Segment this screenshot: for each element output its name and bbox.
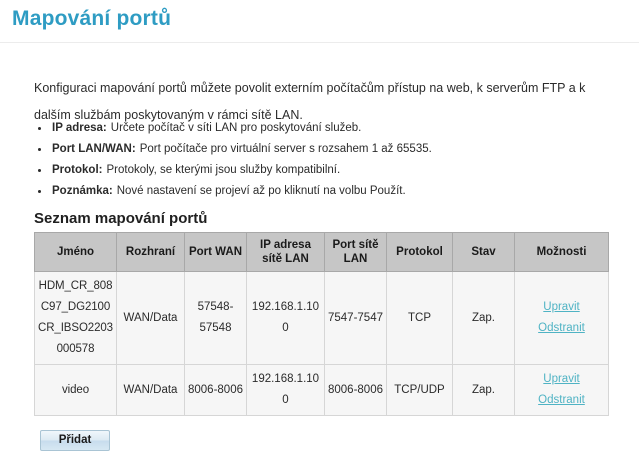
- section-title: Seznam mapování portů: [34, 210, 208, 227]
- column-header-name: Jméno: [35, 233, 117, 272]
- column-header-options: Možnosti: [515, 233, 609, 272]
- port-mapping-table-container: [34, 232, 608, 416]
- bullet-description: Nové nastavení se projeví až po kliknutí na volbu Použít.: [116, 185, 406, 197]
- cell-name: HDM_CR_808C97_DG2100CR_IBSO2203000578: [35, 272, 117, 365]
- column-header-protocol: Protokol: [387, 233, 453, 272]
- list-item: [34, 181, 604, 202]
- table-header-row: [35, 233, 609, 272]
- column-header-state: Stav: [453, 233, 515, 272]
- add-button[interactable]: Přidat: [40, 430, 110, 451]
- table-row: [35, 365, 609, 416]
- cell-protocol: TCP/UDP: [387, 365, 453, 416]
- edit-link[interactable]: Upravit: [543, 373, 580, 385]
- bullet-description: Protokoly, se kterými jsou služby kompatibilní.: [106, 164, 341, 176]
- cell-interface: WAN/Data: [117, 365, 185, 416]
- bullet-term: Port LAN/WAN:: [52, 143, 136, 155]
- description-bullet-list: [34, 118, 604, 202]
- column-header-interface: Rozhraní: [117, 233, 185, 272]
- column-header-lan-ip: IP adresa sítě LAN: [247, 233, 325, 272]
- bullet-description: Určete počítač v síti LAN pro poskytování služeb.: [110, 122, 362, 134]
- title-divider: [0, 42, 639, 43]
- cell-protocol: TCP: [387, 272, 453, 365]
- delete-link[interactable]: Odstranit: [538, 322, 585, 334]
- table-row: [35, 272, 609, 365]
- column-header-wan-port: Port WAN: [185, 233, 247, 272]
- cell-interface: WAN/Data: [117, 272, 185, 365]
- cell-state: Zap.: [453, 365, 515, 416]
- intro-paragraph: Konfiguraci mapování portů můžete povolit externím počítačům přístup na web, k serverům FTP a k dalším službám poskytovaným v rámci sítě LAN.: [34, 80, 586, 122]
- cell-lan-ip: 192.168.1.100: [247, 365, 325, 416]
- cell-lan-ip: 192.168.1.100: [247, 272, 325, 365]
- bullet-term: Protokol:: [52, 164, 103, 176]
- list-item: [34, 160, 604, 181]
- port-mapping-table: [34, 232, 609, 416]
- cell-wan-port: 57548-57548: [185, 272, 247, 365]
- cell-options: [515, 365, 609, 416]
- delete-link[interactable]: Odstranit: [538, 394, 585, 406]
- cell-lan-port: 7547-7547: [325, 272, 387, 365]
- column-header-lan-port: Port sítě LAN: [325, 233, 387, 272]
- edit-link[interactable]: Upravit: [543, 301, 580, 313]
- cell-lan-port: 8006-8006: [325, 365, 387, 416]
- cell-options: [515, 272, 609, 365]
- bullet-term: IP adresa:: [52, 122, 107, 134]
- cell-state: Zap.: [453, 272, 515, 365]
- list-item: [34, 139, 604, 160]
- page-title: Mapování portů: [12, 7, 172, 30]
- list-item: [34, 118, 604, 139]
- cell-wan-port: 8006-8006: [185, 365, 247, 416]
- cell-name: video: [35, 365, 117, 416]
- bullet-term: Poznámka:: [52, 185, 113, 197]
- bullet-description: Port počítače pro virtuální server s rozsahem 1 až 65535.: [139, 143, 432, 155]
